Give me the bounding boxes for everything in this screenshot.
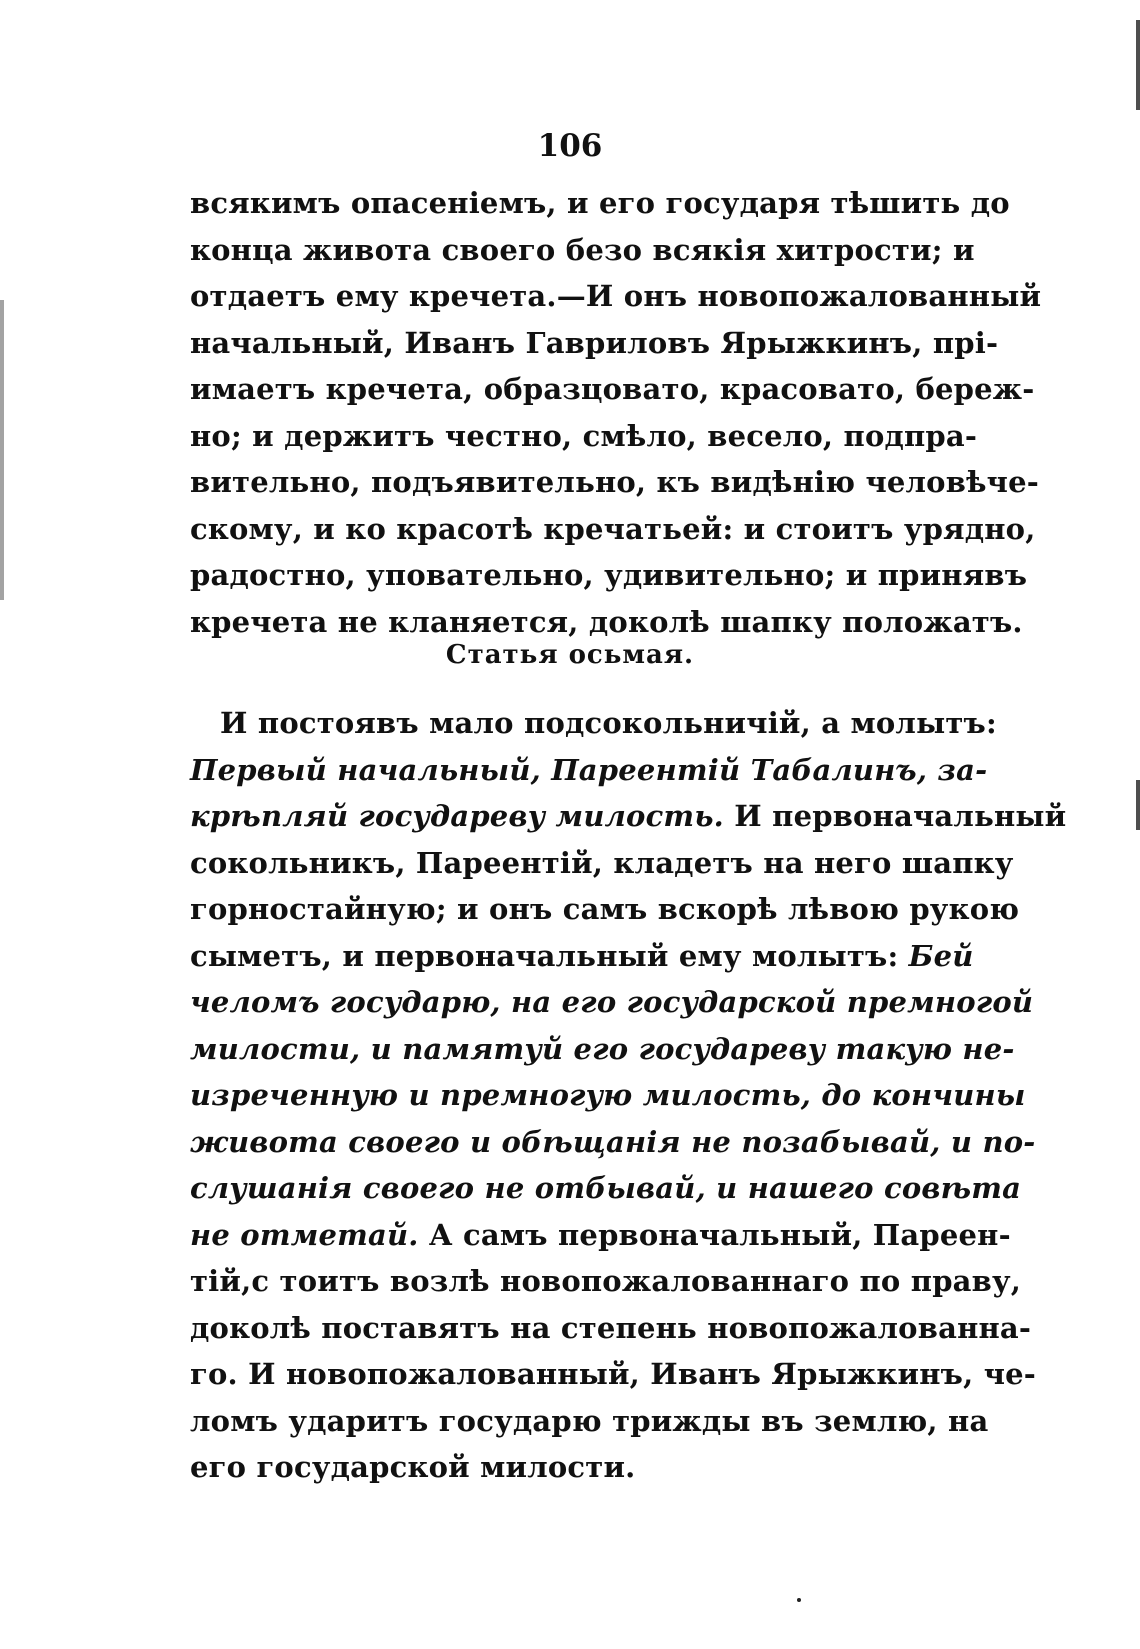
- text-line: [190, 840, 1014, 887]
- text-line: имаетъ кречета, образцовато, красовато, береж‑: [190, 372, 1035, 406]
- right-edge-mark: [1136, 780, 1140, 830]
- text-line: кречета не кланяется, доколѣ шапку положатъ.: [190, 604, 1023, 639]
- left-edge-mark: [0, 300, 4, 600]
- italic-text: изреченную и премногую милость, до кончины: [190, 1078, 1026, 1112]
- italic-text: челомъ государю, на его государской премногой: [190, 985, 1034, 1019]
- text-line: [190, 933, 974, 980]
- text-segment: его государской милости.: [190, 1450, 636, 1484]
- text-line: [190, 1444, 938, 1491]
- page-number: 106: [537, 128, 603, 164]
- text-segment: сыметъ, и первоначальный ему молытъ:: [190, 938, 909, 973]
- text-segment: ломъ ударитъ государю трижды въ землю, на: [190, 1403, 989, 1438]
- italic-text: милости, и памятуй его государеву такую не-: [190, 1031, 1015, 1066]
- italic-text: Бей: [908, 938, 974, 973]
- ink-dot: [797, 1598, 801, 1602]
- text-line: [190, 1351, 1037, 1398]
- text-line: [190, 1165, 1022, 1212]
- text-line: отдаетъ ему кречета.—И онъ новопожалованный: [190, 279, 1042, 313]
- text-segment: тій,с тоитъ возлѣ новопожалованнаго по праву,: [190, 1264, 1022, 1298]
- text-segment: го. И новопожалованный, Иванъ Ярыжкинъ, че-: [190, 1357, 1037, 1391]
- text-line: начальный, Иванъ Гавриловъ Ярыжкинъ, прі-: [190, 325, 999, 360]
- text-line: [190, 979, 1034, 1026]
- text-line: радостно, уповательно, удивительно; и принявъ: [190, 558, 1028, 592]
- right-edge-mark: [1136, 20, 1140, 110]
- italic-text: живота своего и обѣщанія не позабывай, и по-: [190, 1124, 1036, 1159]
- text-line: [190, 1212, 1011, 1259]
- text-line: [190, 1072, 1026, 1119]
- text-line: [190, 1398, 989, 1445]
- section-heading: Статья осьмая.: [445, 640, 695, 670]
- italic-text: крѣпляй государеву милость.: [190, 799, 724, 833]
- text-line: [190, 1258, 1022, 1305]
- text-segment: доколѣ поставятъ на степень новопожалованна-: [190, 1310, 1032, 1345]
- italic-text: слушанія своего не отбывай, и нашего совѣта: [190, 1171, 1022, 1205]
- text-line: [190, 747, 988, 794]
- text-line: всякимъ опасеніемъ, и его государя тѣшить до: [190, 186, 1010, 220]
- text-segment: А самъ первоначальный, Пареен-: [418, 1217, 1011, 1252]
- text-line: [190, 1119, 1036, 1166]
- text-segment: горностайную; и онъ самъ вскорѣ лѣвою рукою: [190, 892, 1020, 926]
- italic-text: Первый начальный, Пареентій Табалинъ, за-: [190, 752, 988, 787]
- text-line: [190, 793, 1067, 840]
- text-line: [190, 886, 1020, 933]
- text-segment: сокольникъ, Пареентій, кладетъ на него шапку: [190, 845, 1014, 880]
- paragraph-bottom: [190, 700, 1067, 1491]
- text-segment: И первоначальный: [723, 799, 1067, 833]
- text-line: [190, 1305, 1032, 1352]
- text-line: [190, 1026, 1015, 1073]
- italic-text: не отметай.: [190, 1217, 419, 1252]
- paragraph-top: [190, 180, 1042, 645]
- text-line: вительно, подъявительно, къ видѣнію человѣче-: [190, 465, 1039, 499]
- text-line: конца живота своего безо всякія хитрости; и: [190, 232, 975, 267]
- text-line: [190, 700, 997, 747]
- text-line: скому, и ко красотѣ кречатьей: и стоитъ урядно,: [190, 511, 1036, 546]
- text-line: но; и держитъ честно, смѣло, весело, подпра-: [190, 418, 978, 453]
- text-segment: И постоявъ мало подсокольничій, а молытъ:: [220, 706, 997, 740]
